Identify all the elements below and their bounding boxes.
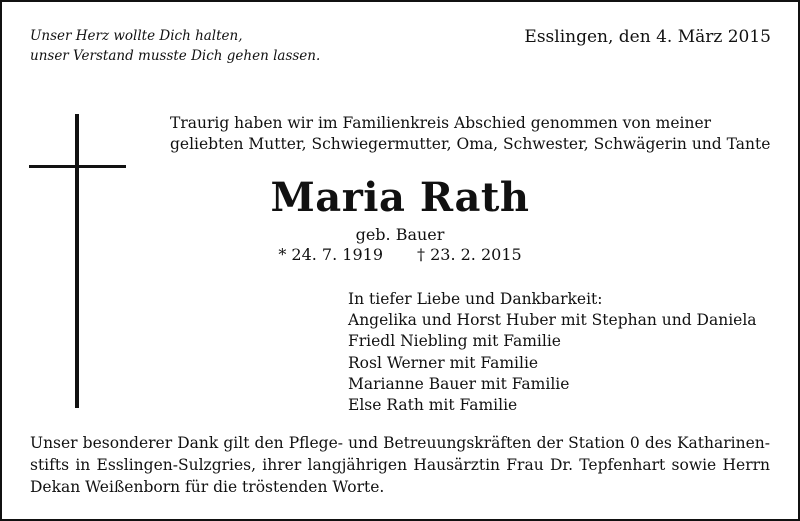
intro-line-1: Traurig haben wir im Familienkreis Abschied genommen von meiner: [170, 114, 712, 132]
mourner-item: Angelika und Horst Huber mit Stephan und Daniela: [348, 311, 757, 330]
thanks-line-3: Dekan Weißenborn für die tröstenden Worte.: [30, 478, 385, 496]
mourners-list: [348, 289, 757, 416]
cross-icon-bar: [29, 165, 126, 168]
place-date: Esslingen, den 4. März 2015: [524, 27, 771, 47]
intro-line-2: geliebten Mutter, Schwiegermutter, Oma, Schwester, Schwägerin und Tante: [170, 135, 771, 153]
thanks-paragraph: [30, 432, 770, 498]
mourner-item: Else Rath mit Familie: [348, 396, 518, 415]
death-date: † 23. 2. 2015: [417, 245, 522, 264]
motto-line-1: Unser Herz wollte Dich halten,: [30, 28, 243, 44]
mourner-item: Marianne Bauer mit Familie: [348, 374, 570, 393]
mourners-heading: In tiefer Liebe und Dankbarkeit:: [348, 290, 603, 308]
birth-date: * 24. 7. 1919: [278, 245, 383, 264]
motto-line-2: unser Verstand musste Dich gehen lassen.: [30, 48, 321, 64]
motto: [30, 26, 320, 66]
life-dates: [0, 245, 800, 264]
intro-text: [170, 113, 770, 155]
deceased-name: Maria Rath: [270, 174, 530, 221]
mourner-item: Friedl Niebling mit Familie: [348, 332, 561, 351]
birth-name: geb. Bauer: [355, 225, 445, 244]
mourner-item: Rosl Werner mit Familie: [348, 353, 539, 372]
thanks-line-2: stifts in Esslingen-Sulzgries, ihrer langjährigen Hausärztin Frau Dr. Tepfenhart sowie Herrn: [30, 456, 770, 474]
thanks-line-1: Unser besonderer Dank gilt den Pflege- und Betreuungskräften der Station 0 des Katharinen-: [30, 434, 770, 452]
